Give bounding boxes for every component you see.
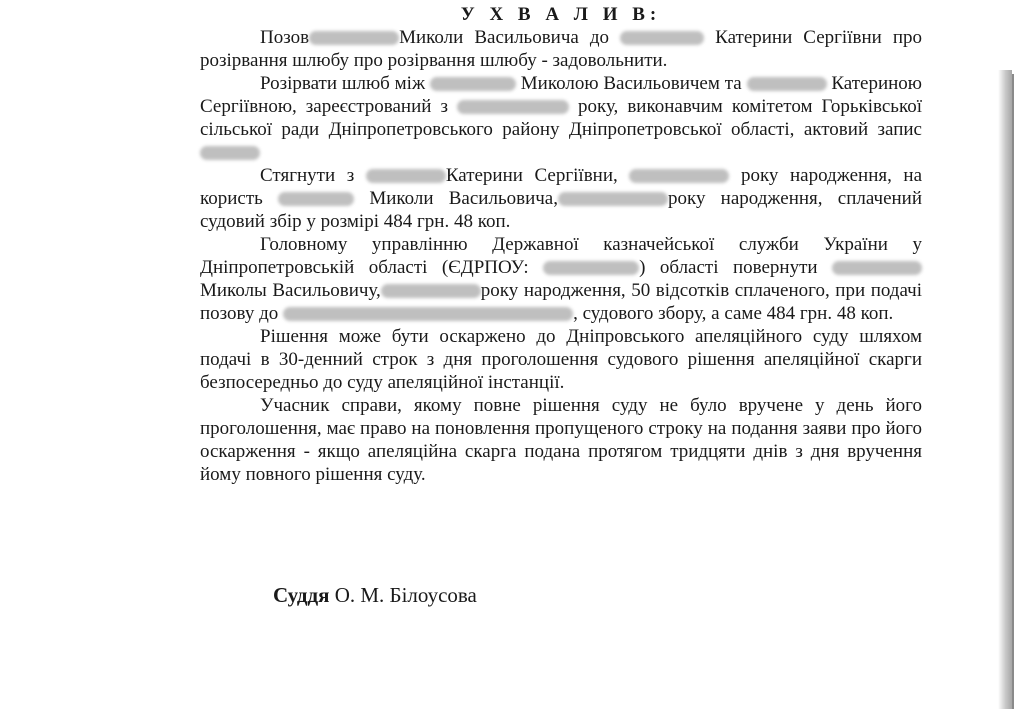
p3-text-e: року народження, сплачений судовий збір у розмірі 484 грн. 48 коп.: [200, 188, 923, 232]
document-page: [200, 0, 922, 486]
p3-text-a: Стягнути з: [260, 165, 355, 186]
paragraph-refund-fee: [200, 233, 922, 325]
p4-text-b: ) області повернути: [639, 257, 818, 278]
redaction: [430, 77, 516, 91]
p1-text-c: Катерини Сергіївни про розірвання шлюбу про розірвання шлюбу - задовольнити.: [200, 27, 923, 71]
p2-text-c: Катериною Сергіївною, зареєстрований з: [200, 73, 923, 117]
redaction: [620, 31, 704, 45]
p2-text-a: Розірвати шлюб між: [260, 73, 426, 94]
paragraph-appeal: Рішення може бути оскаржено до Дніпровського апеляційного суду шляхом подачі в 30-денний строк з дня проголошення судового рішення апеляційної скарги безпосередньо до суду апеляційної інстанції.: [200, 326, 922, 393]
page-edge-line: [1012, 74, 1014, 709]
paragraph-recover-fee: [200, 164, 922, 233]
page-edge-shadow: [998, 70, 1012, 709]
redaction: [832, 261, 922, 275]
p1-text-a: Позов: [260, 27, 310, 48]
p2-text-b: Миколою Васильовичем та: [520, 73, 742, 94]
redaction: [200, 146, 260, 160]
judge-name: О. М. Білоусова: [334, 583, 477, 607]
p4-text-e: , судового збору, а саме 484 грн. 48 коп.: [573, 303, 894, 324]
redaction: [558, 192, 668, 206]
redaction: [366, 169, 446, 183]
redaction: [457, 100, 569, 114]
redaction: [629, 169, 729, 183]
p1-text-b: Миколи Васильовича до: [399, 27, 610, 48]
p3-text-b: Катерини Сергіївни,: [445, 165, 618, 186]
p4-text-d: року народження, 50 відсотків сплаченого, при подачі позову до: [200, 280, 922, 324]
paragraph-dissolve-marriage: [200, 72, 922, 164]
p3-text-d: Миколи Васильовича,: [369, 188, 558, 209]
judge-title: Суддя: [273, 583, 330, 607]
redaction: [278, 192, 354, 206]
p4-text-c: Миколы Васильовичу,: [200, 280, 381, 301]
redaction: [747, 77, 827, 91]
judge-signature: [273, 582, 477, 608]
p2-text-d: року, виконавчим комітетом Горьківської сільської ради Дніпропетровського району Дніпропетровської області, актовий запис: [200, 96, 923, 140]
redaction: [309, 31, 399, 45]
p3-text-c: року народження, на користь: [200, 165, 923, 209]
paragraph-claim-granted: [200, 26, 922, 72]
paragraph-renewal-right: Учасник справи, якому повне рішення суду не було вручене у день його проголошення, має право на поновлення пропущеного строку на подання заяви про його оскарження - якщо апеляційна скарга подана протягом тридцяти днів з дня вручення йому повного рішення суду.: [200, 395, 922, 485]
p4-text-a: Головному управлінню Державної казначейської служби України у Дніпропетровській області (ЄДРПОУ:: [200, 234, 922, 278]
decision-heading: У Х В А Л И В:: [460, 4, 662, 25]
redaction: [283, 307, 573, 321]
redaction: [543, 261, 639, 275]
redaction: [381, 284, 481, 298]
